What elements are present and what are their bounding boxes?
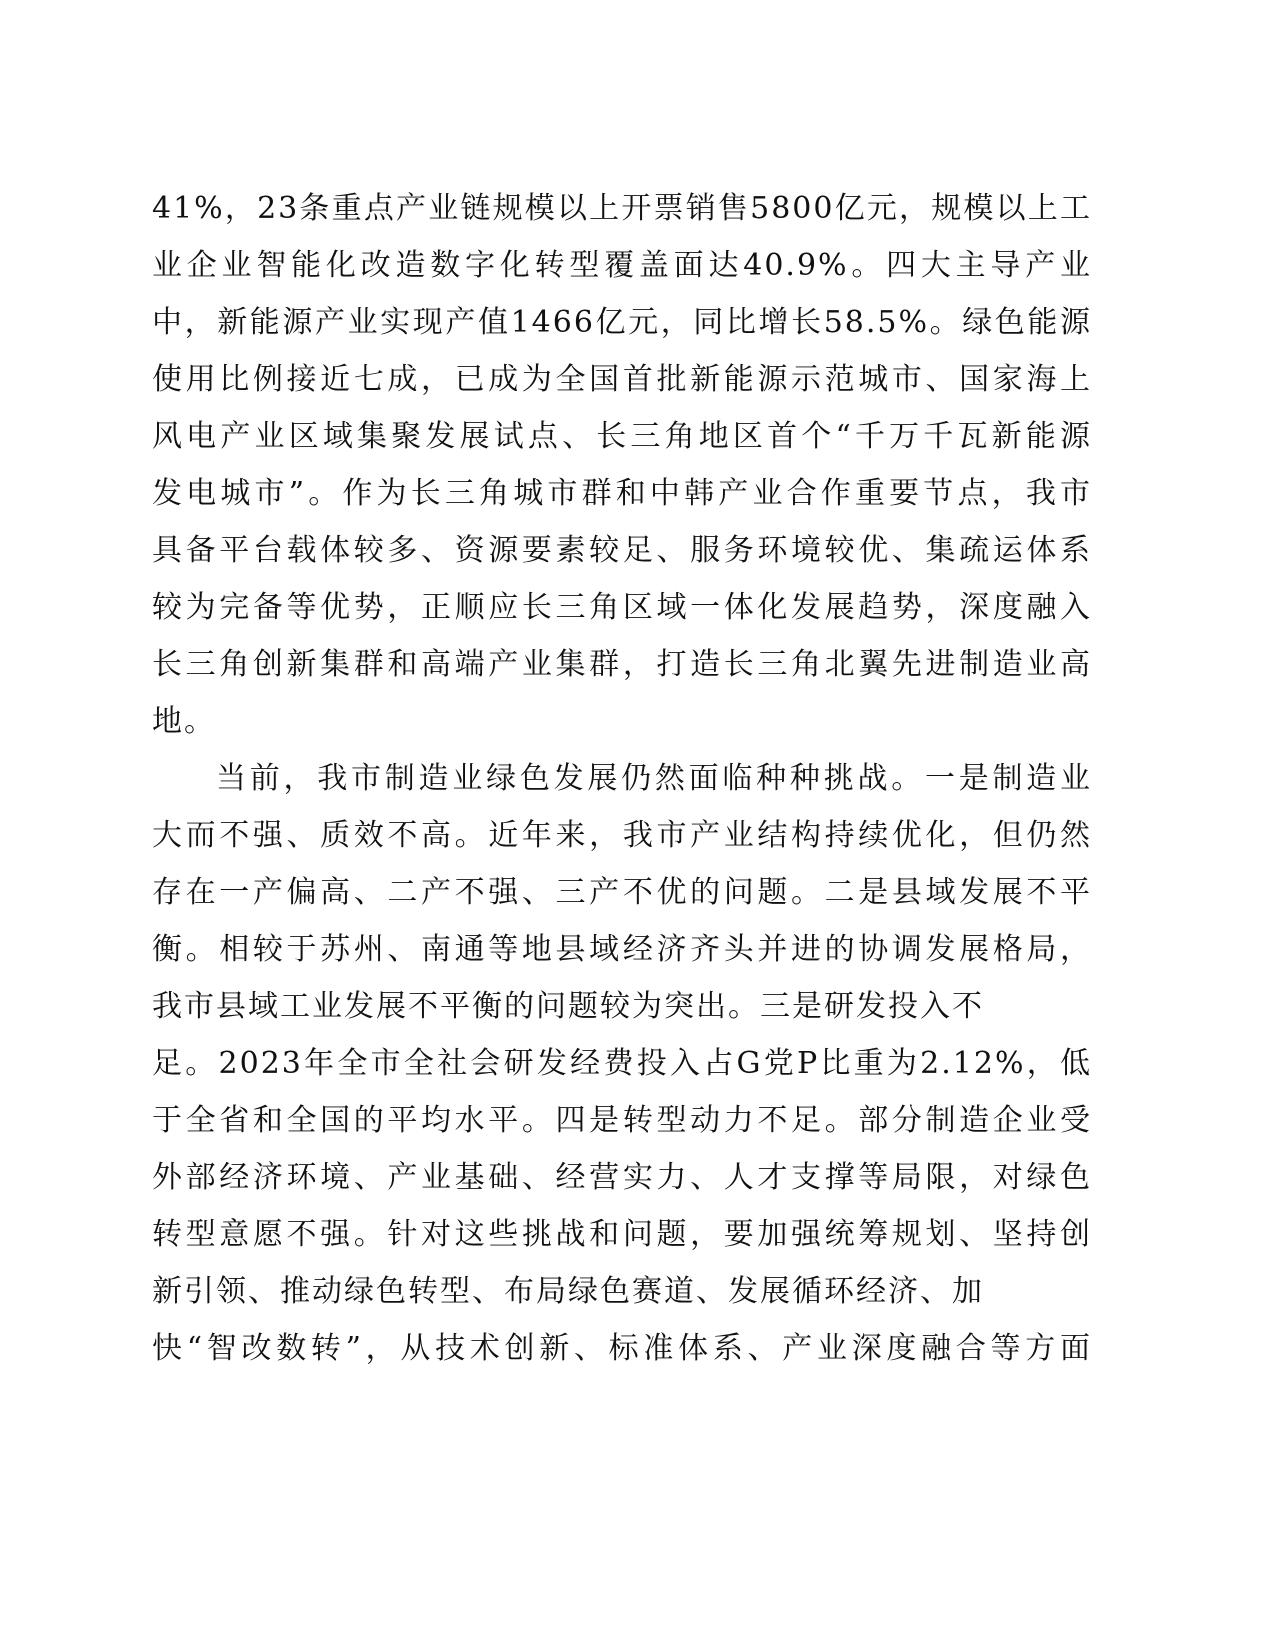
text-line: 转型意愿不强。针对这些挑战和问题，要加强统筹规划、坚持创 [152, 1217, 1092, 1252]
text-line: 于全省和全国的平均水平。四是转型动力不足。部分制造企业受 [152, 1103, 1092, 1138]
text-line: 41%，23条重点产业链规模以上开票销售5800亿元，规模以上工 [152, 191, 1092, 226]
text-line: 地。 [152, 704, 216, 739]
paragraph-1 [152, 180, 1092, 750]
text-line: 大而不强、质效不高。近年来，我市产业结构持续优化，但仍然 [152, 818, 1092, 853]
text-line: 足。2023年全市全社会研发经费投入占G党P比重为2.12%，低 [152, 1046, 1092, 1081]
paragraph-2 [152, 750, 1092, 1377]
text-line: 衡。相较于苏州、南通等地县域经济齐头并进的协调发展格局， [152, 932, 1092, 967]
body-text [152, 180, 1092, 1377]
text-line: 我市县域工业发展不平衡的问题较为突出。三是研发投入不 [152, 989, 984, 1024]
text-line: 新引领、推动绿色转型、布局绿色赛道、发展循环经济、加 [152, 1274, 984, 1309]
text-line: 业企业智能化改造数字化转型覆盖面达40.9%。四大主导产业 [152, 248, 1092, 283]
text-line: 较为完备等优势，正顺应长三角区域一体化发展趋势，深度融入 [152, 590, 1092, 625]
text-line: 具备平台载体较多、资源要素较足、服务环境较优、集疏运体系 [152, 533, 1092, 568]
text-line: 存在一产偏高、二产不强、三产不优的问题。二是县域发展不平 [152, 875, 1092, 910]
text-line: 外部经济环境、产业基础、经营实力、人才支撑等局限，对绿色 [152, 1160, 1092, 1195]
text-line: 快“智改数转”，从技术创新、标准体系、产业深度融合等方面 [152, 1331, 1092, 1366]
text-line: 长三角创新集群和高端产业集群，打造长三角北翼先进制造业高 [152, 647, 1092, 682]
text-line: 发电城市”。作为长三角城市群和中韩产业合作重要节点，我市 [152, 476, 1092, 511]
text-line: 当前，我市制造业绿色发展仍然面临种种挑战。一是制造业 [216, 761, 1092, 796]
text-line: 使用比例接近七成，已成为全国首批新能源示范城市、国家海上 [152, 362, 1092, 397]
text-line: 中，新能源产业实现产值1466亿元，同比增长58.5%。绿色能源 [152, 305, 1092, 340]
text-line: 风电产业区域集聚发展试点、长三角地区首个“千万千瓦新能源 [152, 419, 1092, 454]
